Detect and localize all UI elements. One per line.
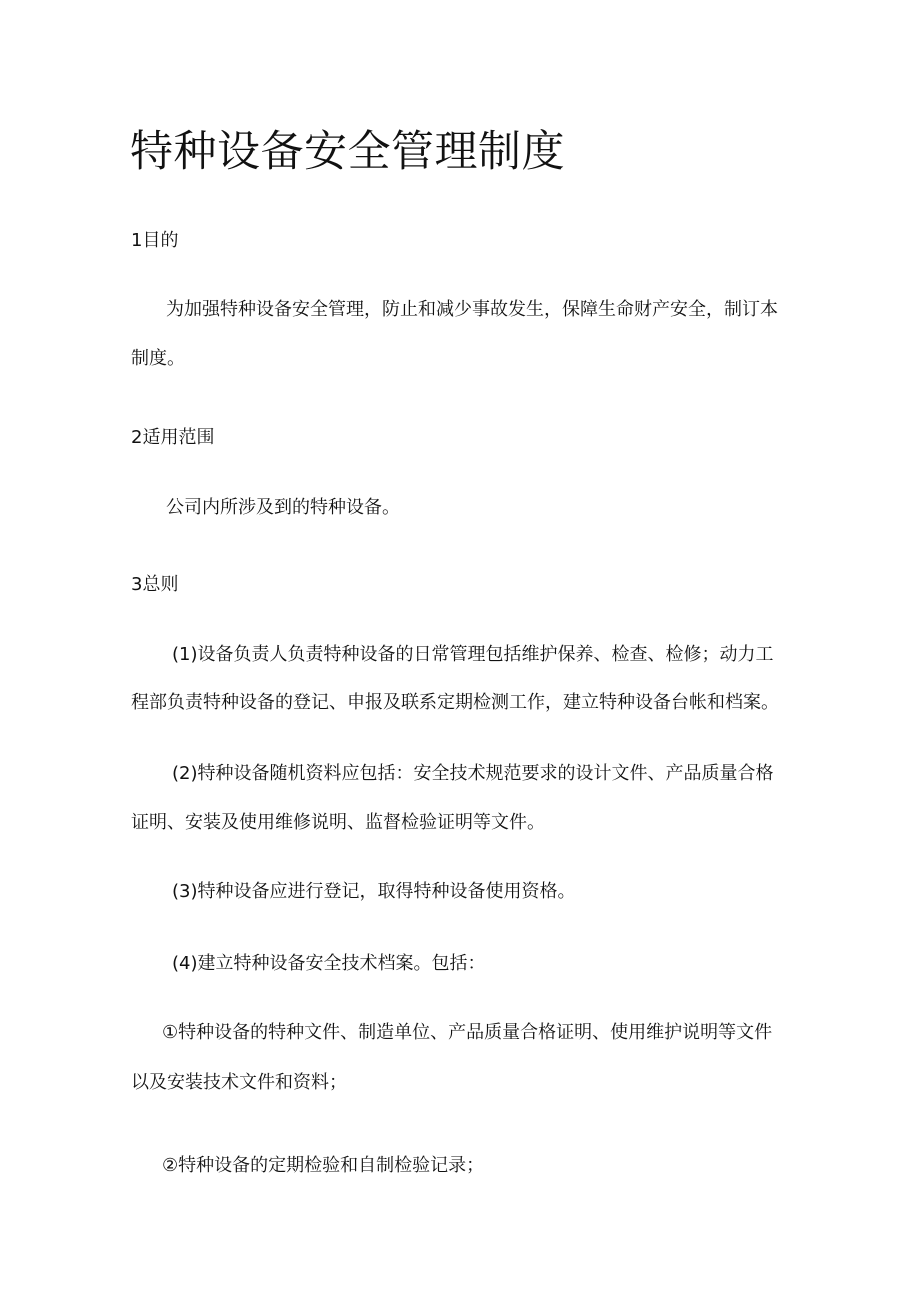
sub-item-1-line-2: 以及安装技术文件和资料；	[131, 1072, 347, 1093]
item-1-line-2: 程部负责特种设备的登记、申报及联系定期检测工作，建立特种设备台帐和档案。	[131, 692, 779, 713]
item-1-line-1: (1)设备负责人负责特种设备的日常管理包括维护保养、检查、检修；动力工	[172, 644, 774, 665]
item-2-line-1: (2)特种设备随机资料应包括：安全技术规范要求的设计文件、产品质量合格	[172, 763, 774, 784]
section-3-heading: 3总则	[131, 574, 179, 595]
section-1-paragraph-line-2: 制度。	[131, 348, 185, 369]
item-4: (4)建立特种设备安全技术档案。包括：	[172, 953, 486, 974]
sub-item-2: ②特种设备的定期检验和自制检验记录；	[162, 1155, 485, 1176]
section-2-heading: 2适用范围	[131, 427, 215, 448]
item-3: (3)特种设备应进行登记，取得特种设备使用资格。	[172, 881, 576, 902]
section-1-heading: 1目的	[131, 230, 179, 251]
section-1-paragraph-line-1: 为加强特种设备安全管理，防止和减少事故发生，保障生命财产安全，制订本	[166, 299, 778, 320]
document-title: 特种设备安全管理制度	[130, 127, 565, 177]
item-2-line-2: 证明、安装及使用维修说明、监督检验证明等文件。	[131, 812, 545, 833]
sub-item-1-line-1: ①特种设备的特种文件、制造单位、产品质量合格证明、使用维护说明等文件	[162, 1022, 773, 1043]
section-2-paragraph: 公司内所涉及到的特种设备。	[166, 497, 400, 518]
